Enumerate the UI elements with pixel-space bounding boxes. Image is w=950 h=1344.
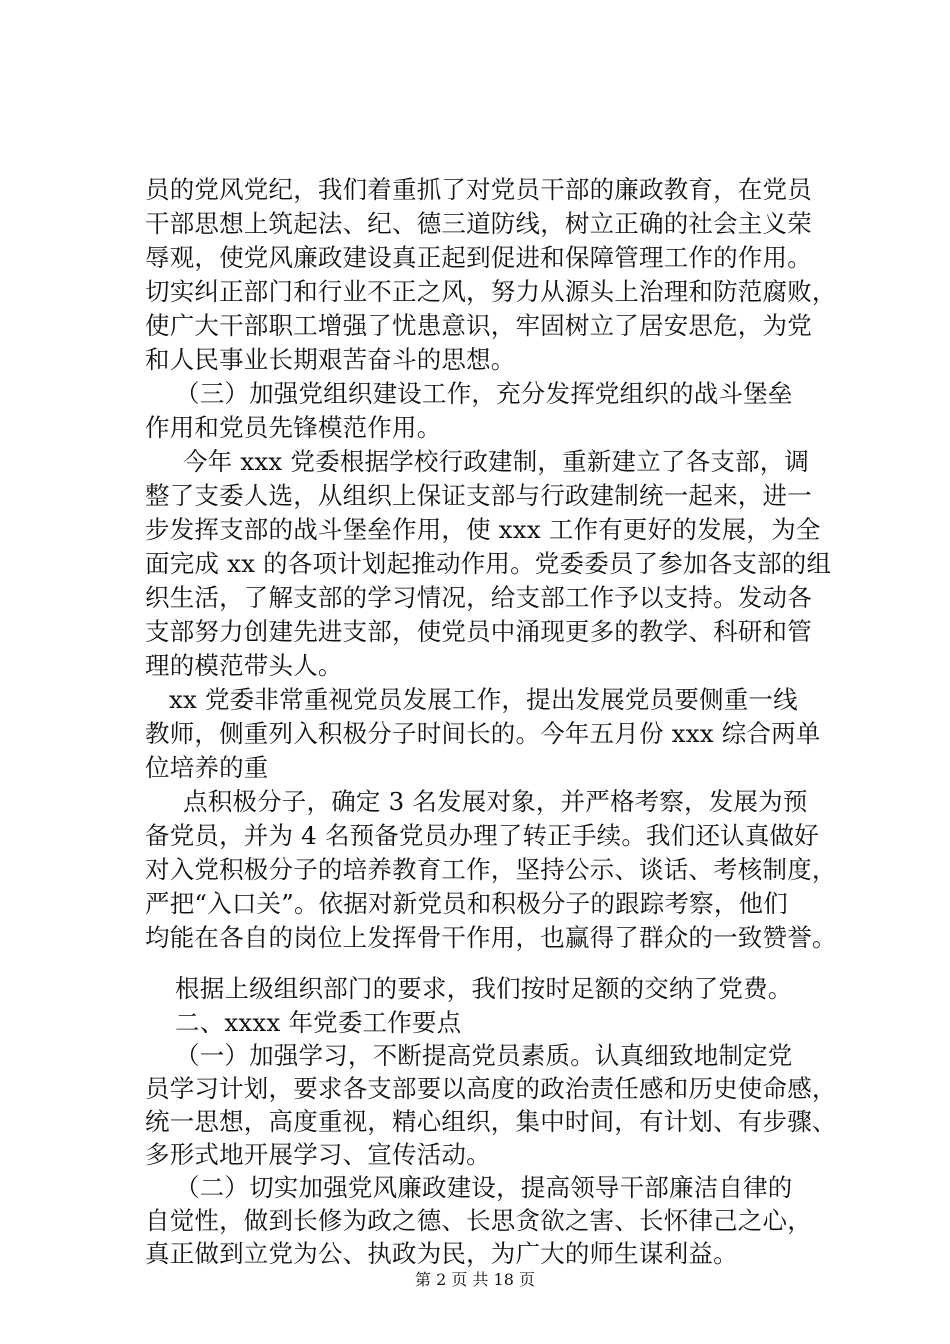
- text-line: 备党员，并为 4 名预备党员办理了转正手续。我们还认真做好: [145, 821, 819, 850]
- text-line: （一）加强学习，不断提高党员素质。认真细致地制定党: [175, 1041, 793, 1070]
- section-heading: （三）加强党组织建设工作，充分发挥党组织的战斗堡垒: [175, 379, 793, 408]
- text-line: 自觉性，做到长修为政之德、长思贪欲之害、长怀律己之心，: [145, 1206, 812, 1235]
- text-line: 整了支委人选，从组织上保证支部与行政建制统一起来，进一: [145, 481, 812, 510]
- text-line: xx 党委非常重视党员发展工作，提出发展党员要侧重一线: [169, 685, 798, 714]
- text-line: 理的模范带头人。: [145, 651, 343, 680]
- text-line: 织生活，了解支部的学习情况，给支部工作予以支持。发动各: [145, 583, 812, 612]
- text-line: 真正做到立党为公、执政为民，为广大的师生谋利益。: [145, 1239, 738, 1268]
- text-line: 严把“入口关”。依据对新党员和积极分子的跟踪考察，他们: [145, 889, 788, 918]
- text-line: 今年 xxx 党委根据学校行政建制，重新建立了各支部，调: [183, 447, 810, 476]
- text-line: 对入党积极分子的培养教育工作，坚持公示、谈话、考核制度，: [145, 855, 837, 884]
- text-line: （二）切实加强党风廉政建设，提高领导干部廉洁自律的: [175, 1173, 793, 1202]
- section-heading: 二、xxxx 年党委工作要点: [175, 1008, 462, 1037]
- text-line: 教师，侧重列入积极分子时间长的。今年五月份 xxx 综合两单: [145, 719, 821, 748]
- text-line: 多形式地开展学习、宣传活动。: [145, 1140, 491, 1169]
- text-line: 点积极分子，确定 3 名发展对象，并严格考察，发展为预: [183, 787, 808, 816]
- text-line: 面完成 xx 的各项计划起推动作用。党委委员了参加各支部的组: [145, 549, 832, 578]
- text-line: 和人民事业长期艰苦奋斗的思想。: [145, 345, 516, 374]
- text-line: 辱观，使党风廉政建设真正起到促进和保障管理工作的作用。: [145, 243, 812, 272]
- text-line: 作用和党员先锋模范作用。: [145, 413, 442, 442]
- text-line: 统一思想，高度重视，精心组织，集中时间，有计划、有步骤、: [145, 1107, 837, 1136]
- text-line: 均能在各自的岗位上发挥骨干作用，也赢得了群众的一致赞誉。: [145, 923, 837, 952]
- text-line: 使广大干部职工增强了忧患意识，牢固树立了居安思危，为党: [145, 311, 812, 340]
- text-line: 员学习计划，要求各支部要以高度的政治责任感和历史使命感，: [145, 1074, 837, 1103]
- text-line: 员的党风党纪，我们着重抓了对党员干部的廉政教育，在党员: [145, 175, 812, 204]
- text-line: 步发挥支部的战斗堡垒作用，使 xxx 工作有更好的发展，为全: [145, 515, 821, 544]
- text-line: 干部思想上筑起法、纪、德三道防线，树立正确的社会主义荣: [145, 209, 812, 238]
- text-line: 位培养的重: [145, 753, 269, 782]
- page-footer: 第 2 页 共 18 页: [415, 1270, 535, 1289]
- text-line: 根据上级组织部门的要求，我们按时足额的交纳了党费。: [175, 974, 793, 1003]
- text-line: 切实纠正部门和行业不正之风，努力从源头上治理和防范腐败，: [145, 277, 837, 306]
- text-line: 支部努力创建先进支部，使党员中涌现更多的教学、科研和管: [145, 617, 812, 646]
